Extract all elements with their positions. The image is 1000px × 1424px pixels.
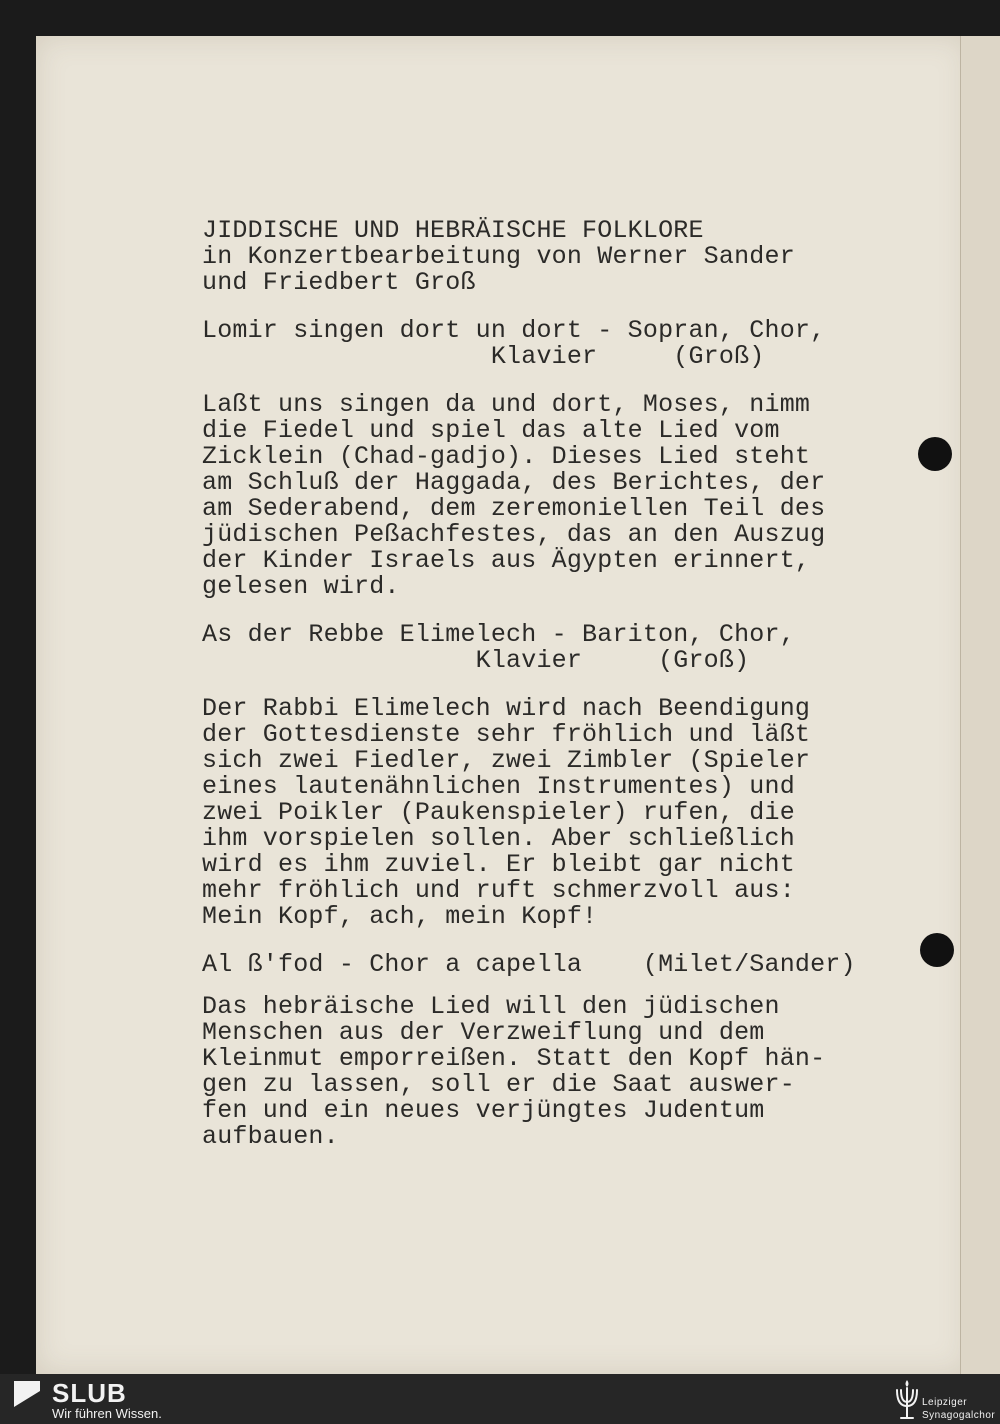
punch-hole xyxy=(920,933,954,967)
typed-text xyxy=(202,218,902,1150)
song-line: As der Rebbe Elimelech - Bariton, Chor, xyxy=(202,620,795,649)
slub-logo-icon[interactable] xyxy=(14,1381,40,1417)
text-line: eines lautenähnlichen Instrumentes) und xyxy=(202,772,795,801)
text-line: Menschen aus der Verzweiflung und dem xyxy=(202,1018,765,1047)
text-line: Laßt uns singen da und dort, Moses, nimm xyxy=(202,390,811,419)
document-page xyxy=(36,36,968,1374)
slub-slogan: Wir führen Wissen. xyxy=(52,1406,162,1421)
heading-block xyxy=(202,218,902,296)
text-line: mehr fröhlich und ruft schmerzvoll aus: xyxy=(202,876,795,905)
song-line: Lomir singen dort un dort - Sopran, Chor, xyxy=(202,316,826,345)
song-line: Klavier (Groß) xyxy=(202,342,765,371)
text-line: die Fiedel und spiel das alte Lied vom xyxy=(202,416,780,445)
text-line: Das hebräische Lied will den jüdischen xyxy=(202,992,780,1021)
text-line: Der Rabbi Elimelech wird nach Beendigung xyxy=(202,694,811,723)
heading-line: und Friedbert Groß xyxy=(202,268,476,297)
heading-title: JIDDISCHE UND HEBRÄISCHE FOLKLORE xyxy=(202,216,704,245)
song-line: Klavier (Groß) xyxy=(202,646,750,675)
heading-line: in Konzertbearbeitung von Werner Sander xyxy=(202,242,795,271)
text-line: ihm vorspielen sollen. Aber schließlich xyxy=(202,824,795,853)
partner-name xyxy=(922,1396,995,1422)
text-line: wird es ihm zuviel. Er bleibt gar nicht xyxy=(202,850,795,879)
song-description-1 xyxy=(202,392,902,600)
song-line: Al ß'fod - Chor a capella (Milet/Sander) xyxy=(202,950,856,979)
next-page-edge xyxy=(960,36,1000,1374)
partner-name-line: Synagogalchor xyxy=(922,1410,996,1421)
punch-hole xyxy=(918,437,952,471)
text-line: gen zu lassen, soll er die Saat auswer- xyxy=(202,1070,795,1099)
text-line: Kleinmut emporreißen. Statt den Kopf hän- xyxy=(202,1044,826,1073)
song-title-2 xyxy=(202,622,902,674)
footer-bar xyxy=(0,1374,1000,1424)
text-line: Mein Kopf, ach, mein Kopf! xyxy=(202,902,598,931)
text-line: fen und ein neues verjüngtes Judentum xyxy=(202,1096,765,1125)
song-title-1 xyxy=(202,318,902,370)
song-description-2 xyxy=(202,696,902,930)
song-description-3 xyxy=(202,994,902,1150)
text-line: der Kinder Israels aus Ägypten erinnert, xyxy=(202,546,811,575)
slub-name[interactable]: SLUB xyxy=(52,1378,127,1408)
partner-name-line: Leipziger xyxy=(922,1397,968,1408)
text-line: am Sederabend, dem zeremoniellen Teil des xyxy=(202,494,826,523)
text-line: Zicklein (Chad-gadjo). Dieses Lied steht xyxy=(202,442,811,471)
text-line: der Gottesdienste sehr fröhlich und läßt xyxy=(202,720,811,749)
text-line: gelesen wird. xyxy=(202,572,400,601)
text-line: jüdischen Peßachfestes, das an den Auszug xyxy=(202,520,826,549)
text-line: am Schluß der Haggada, des Berichtes, der xyxy=(202,468,826,497)
text-line: zwei Poikler (Paukenspieler) rufen, die xyxy=(202,798,795,827)
text-line: aufbauen. xyxy=(202,1122,339,1151)
song-title-3 xyxy=(202,952,902,978)
text-line: sich zwei Fiedler, zwei Zimbler (Spieler xyxy=(202,746,811,775)
